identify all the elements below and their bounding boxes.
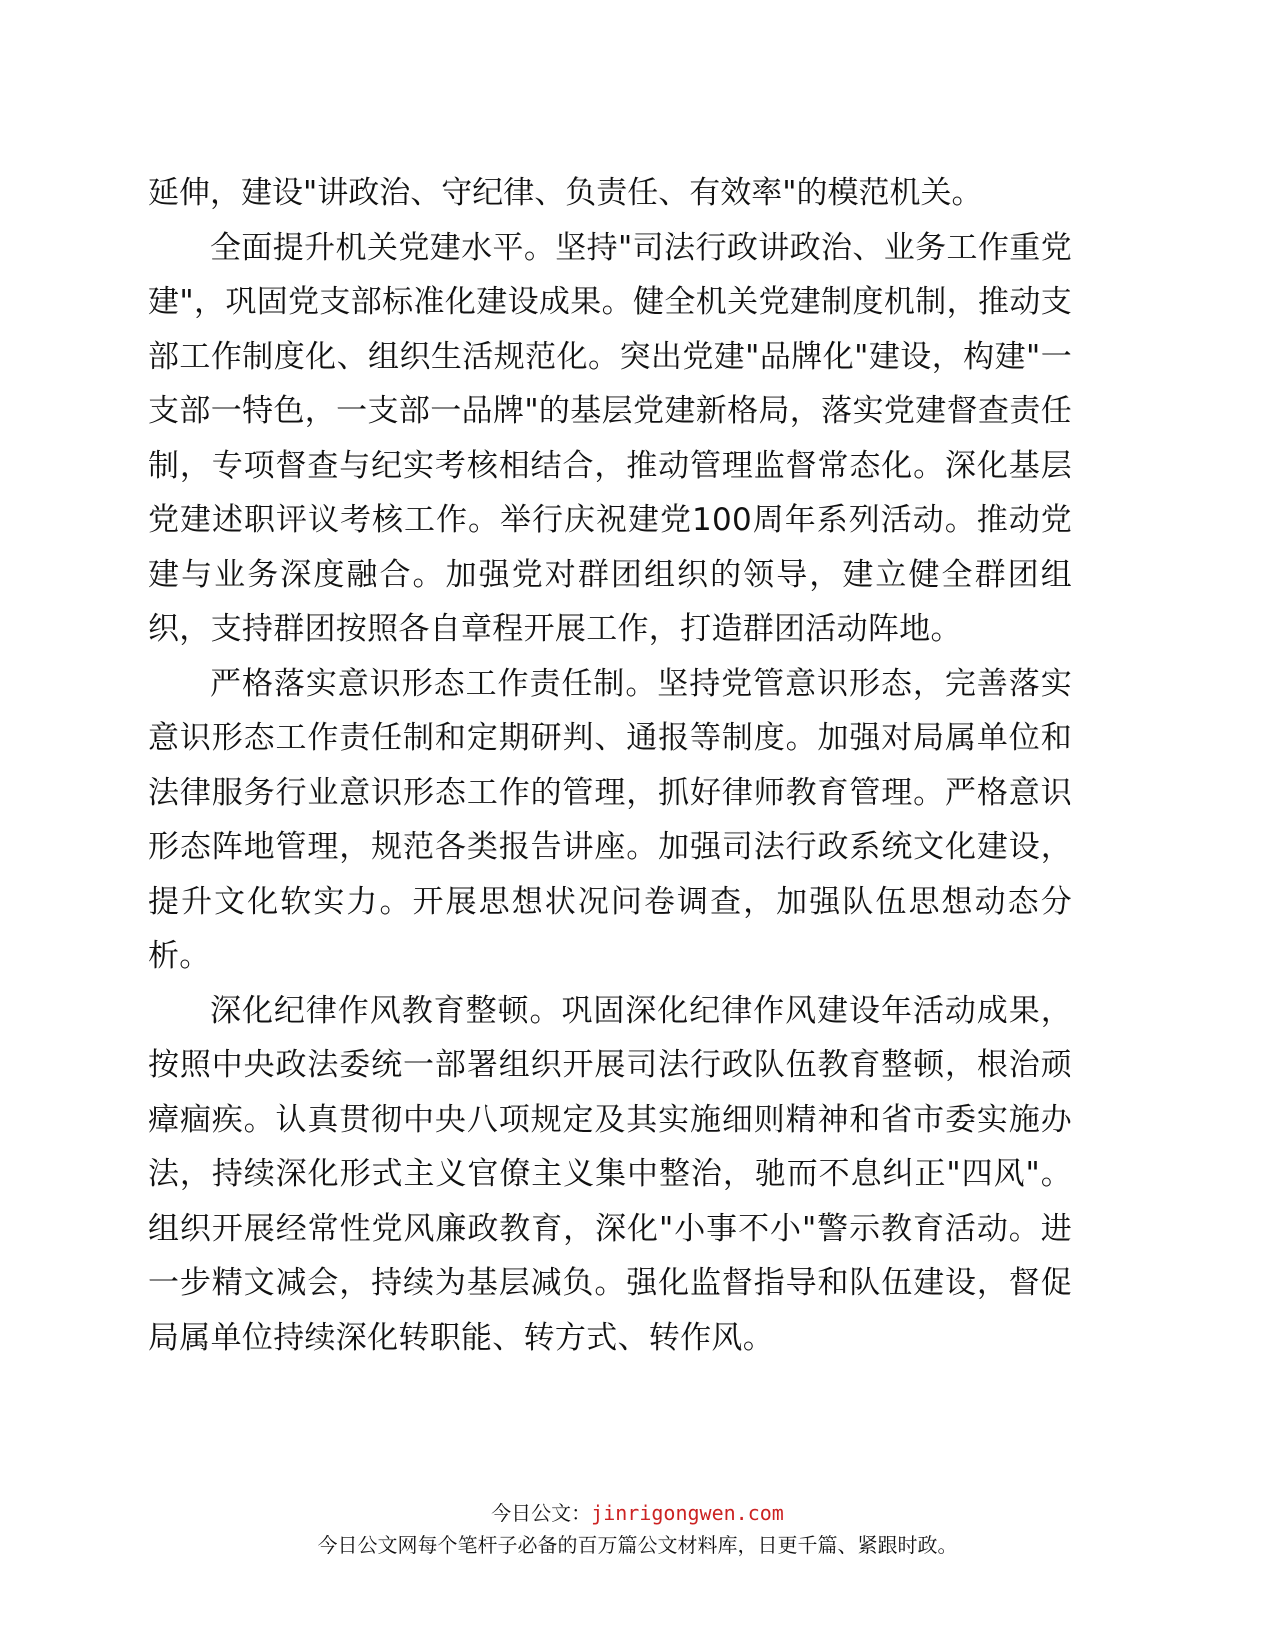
document-body — [148, 166, 1072, 1365]
continuation-line: 延伸，建设"讲政治、守纪律、负责任、有效率"的模范机关。 — [148, 175, 983, 211]
footer-slogan: 今日公文网每个笔杆子必备的百万篇公文材料库，日更千篇、紧跟时政。 — [317, 1533, 958, 1557]
footer-site-link[interactable]: jinrigongwen.com — [591, 1501, 784, 1525]
paragraph-party-building: 全面提升机关党建水平。坚持"司法行政讲政治、业务工作重党建"，巩固党支部标准化建设成果。健全机关党建制度机制，推动支部工作制度化、组织生活规范化。突出党建"品牌化"建设，构建"一支部一特色，一支部一品牌"的基层党建新格局，落实党建督查责任制，专项督查与纪实考核相结合，推动管理监督常态化。深化基层党建述职评议考核工作。举行庆祝建党100周年系列活动。推动党建与业务深度融合。加强党对群团组织的领导，建立健全群团组织，支持群团按照各自章程开展工作，打造群团活动阵地。 — [148, 229, 1072, 647]
paragraph-discipline: 深化纪律作风教育整顿。巩固深化纪律作风建设年活动成果，按照中央政法委统一部署组织开展司法行政队伍教育整顿，根治顽瘴痼疾。认真贯彻中央八项规定及其实施细则精神和省市委实施办法，持续深化形式主义官僚主义集中整治，驰而不息纠正"四风"。组织开展经常性党风廉政教育，深化"小事不小"警示教育活动。进一步精文减会，持续为基层减负。强化监督指导和队伍建设，督促局属单位持续深化转职能、转方式、转作风。 — [148, 992, 1072, 1356]
paragraph-ideology: 严格落实意识形态工作责任制。坚持党管意识形态，完善落实意识形态工作责任制和定期研判、通报等制度。加强对局属单位和法律服务行业意识形态工作的管理，抓好律师教育管理。严格意识形态阵地管理，规范各类报告讲座。加强司法行政系统文化建设，提升文化软实力。开展思想状况问卷调查，加强队伍思想动态分析。 — [148, 665, 1072, 974]
footer-site-label: 今日公文： — [491, 1501, 592, 1525]
footer-site-line — [0, 1500, 1275, 1526]
